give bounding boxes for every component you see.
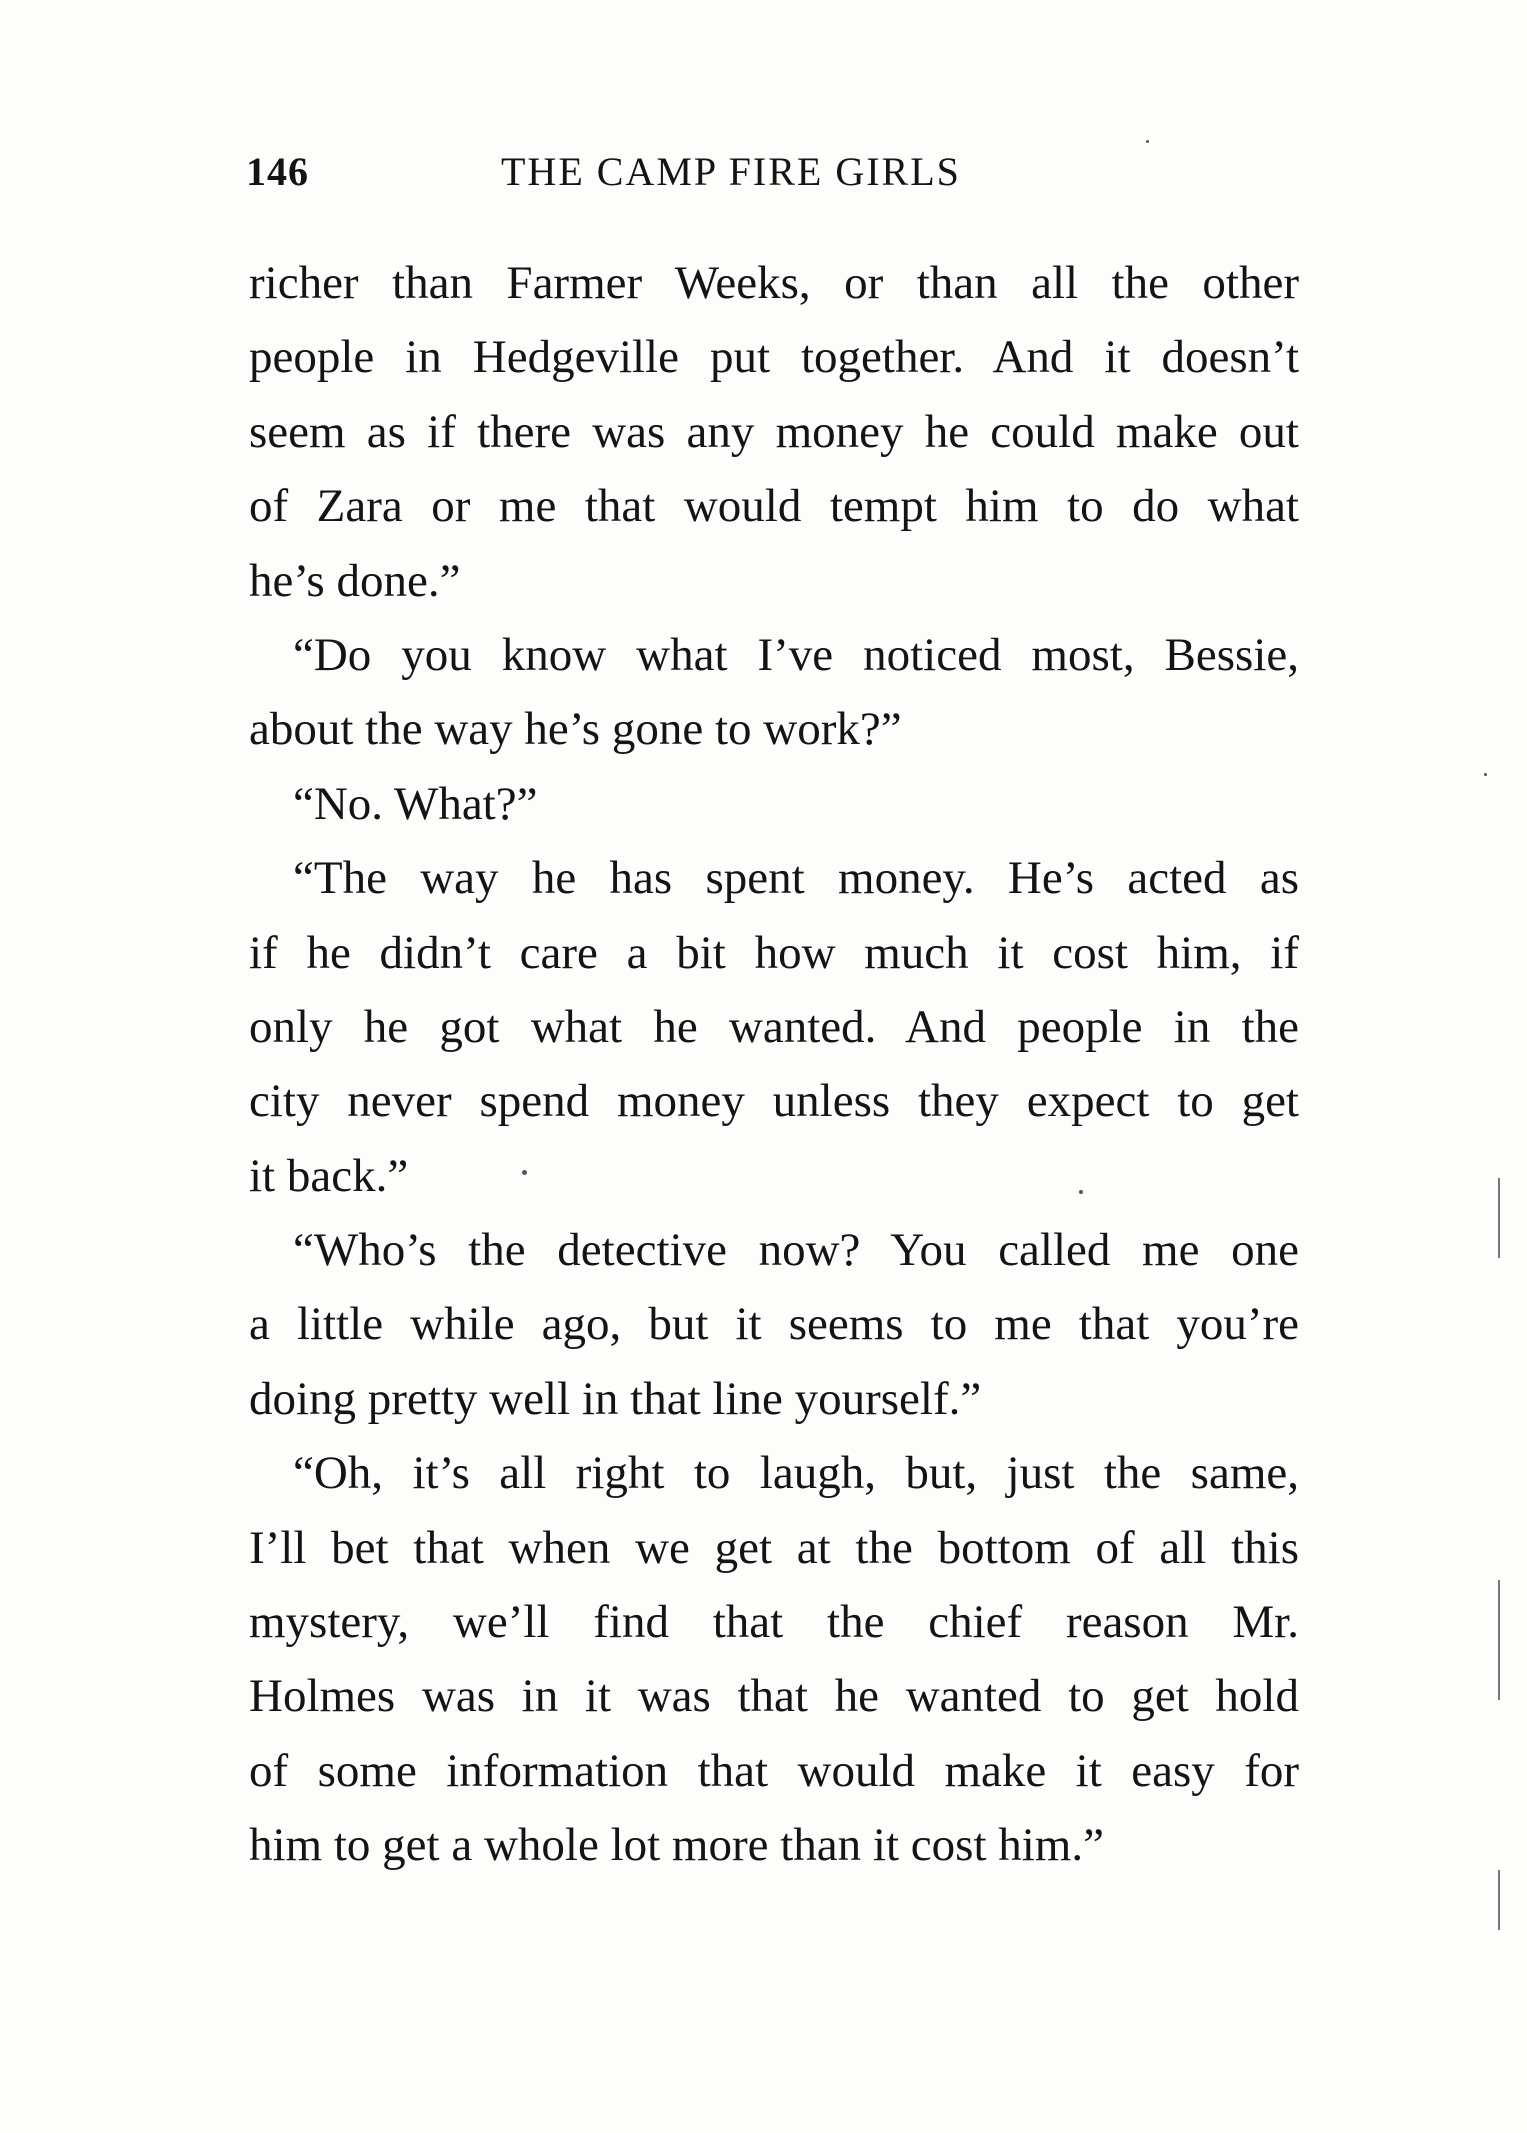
text-line: seem as if there was any money he could make out xyxy=(249,405,1299,458)
text-line: only he got what he wanted. And people in the xyxy=(249,1000,1299,1053)
text-line: a little while ago, but it seems to me that you’re xyxy=(249,1298,1299,1351)
page-number: 146 xyxy=(246,149,309,194)
scan-edge-mark xyxy=(1498,1580,1500,1700)
scan-speck xyxy=(1146,140,1149,143)
scan-speck xyxy=(1079,1190,1083,1194)
running-head: THE CAMP FIRE GIRLS xyxy=(501,149,961,194)
text-line: I’ll bet that when we get at the bottom of all this xyxy=(249,1521,1299,1574)
page-header xyxy=(246,148,1296,208)
text-line: mystery, we’ll find that the chief reason Mr. xyxy=(249,1596,1299,1649)
scan-speck xyxy=(1484,773,1487,776)
text-line: “Oh, it’s all right to laugh, but, just the same, xyxy=(293,1447,1299,1500)
text-line: doing pretty well in that line yourself.” xyxy=(249,1372,982,1425)
text-line: city never spend money unless they expect to get xyxy=(249,1075,1299,1128)
text-line: Holmes was in it was that he wanted to get hold xyxy=(249,1670,1299,1723)
text-line: he’s done.” xyxy=(249,554,461,607)
text-line: richer than Farmer Weeks, or than all the other xyxy=(249,257,1299,309)
text-line: of Zara or me that would tempt him to do what xyxy=(249,480,1299,533)
scan-edge-mark xyxy=(1498,1870,1500,1930)
text-line: if he didn’t care a bit how much it cost him, if xyxy=(249,926,1299,979)
body-text xyxy=(249,246,1299,1883)
text-line: him to get a whole lot more than it cost him.” xyxy=(249,1819,1104,1872)
text-line: “Who’s the detective now? You called me one xyxy=(293,1224,1299,1277)
text-line: “The way he has spent money. He’s acted as xyxy=(293,852,1299,905)
text-line: it back.” xyxy=(249,1149,409,1202)
text-line: “Do you know what I’ve noticed most, Bessie, xyxy=(293,628,1299,681)
text-line: “No. What?” xyxy=(293,777,538,830)
text-line: about the way he’s gone to work?” xyxy=(249,703,902,756)
text-line: of some information that would make it easy for xyxy=(249,1744,1299,1797)
scan-edge-mark xyxy=(1498,1178,1500,1258)
text-line: people in Hedgeville put together. And it doesn’t xyxy=(249,331,1299,384)
scan-speck xyxy=(522,1170,527,1175)
